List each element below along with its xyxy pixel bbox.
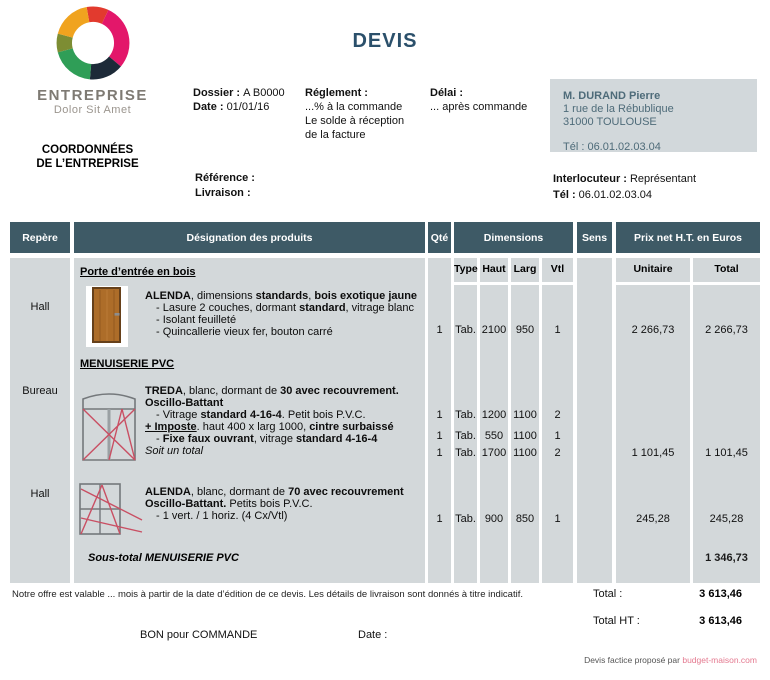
reference-label: Référence : — [195, 172, 255, 184]
table-row — [10, 409, 760, 422]
divider — [454, 282, 573, 285]
product-description: ALENDA, blanc, dormant de 70 avec recouvrement Oscillo-Battant. Petits bois P.V.C. - 1 vert. / 1 horiz. (4 Cx/Vtl) — [145, 486, 404, 522]
page-title: DEVIS — [352, 30, 418, 52]
cell-larg: 1100 — [513, 447, 537, 459]
company-name: ENTREPRISE — [37, 87, 148, 104]
wooden-door-icon — [86, 286, 128, 347]
subheader-type: Type — [454, 263, 478, 275]
cell-type: Tab. — [455, 447, 476, 459]
cell-unitaire: 245,28 — [636, 513, 670, 525]
header-sens: Sens — [577, 222, 612, 253]
interlocuteur-value: Représentant — [629, 173, 696, 185]
header-designation: Désignation des produits — [74, 222, 425, 253]
cell-qte: 1 — [436, 324, 443, 336]
reglement-line: ...% à la commande — [305, 101, 403, 113]
validity-note: Notre offre est valable ... mois à partir de la date d’édition de ce devis. Les détails de livraison sont donnés à titre indicatif. — [12, 589, 523, 600]
cell-vtl: 2 — [554, 447, 561, 459]
cell-total: 1 101,45 — [705, 447, 748, 459]
subtotal-label: Sous-total MENUISERIE PVC — [88, 552, 239, 564]
cell-total: 245,28 — [709, 513, 744, 525]
company-coordinates: COORDONNÉES DE L’ENTREPRISE — [36, 144, 139, 170]
date-value: 01/01/16 — [226, 101, 270, 113]
product-description: ALENDA, dimensions standards, bois exotique jaune - Lasure 2 couches, dormant standard, vitrage blanc - Isolant feuilleté - Quincallerie vieux fer, bouton carré — [145, 290, 418, 338]
interlocuteur-block — [553, 171, 696, 203]
cell-type: Tab. — [455, 513, 476, 525]
total-ht-value: 3 613,46 — [699, 615, 742, 627]
table-body — [10, 258, 760, 583]
reglement-block — [305, 86, 404, 142]
cell-haut: 1700 — [481, 447, 507, 459]
cell-haut: 2100 — [481, 324, 507, 336]
zone-label: Hall — [30, 488, 50, 500]
table-row — [10, 447, 760, 460]
header-qte: Qté — [428, 222, 451, 253]
dossier-value: A B0000 — [243, 87, 285, 99]
header-prix: Prix net H.T. en Euros — [616, 222, 760, 253]
company-logo-block — [25, 6, 160, 116]
cell-unitaire: 1 101,45 — [631, 447, 675, 459]
cell-total: 2 266,73 — [705, 324, 748, 336]
cell-haut: 1200 — [481, 409, 507, 421]
cell-vtl: 1 — [554, 430, 561, 442]
window-diagram-square-icon — [78, 482, 150, 538]
divider — [616, 282, 760, 285]
delai-value: ... après commande — [430, 101, 528, 113]
table-row — [10, 324, 760, 337]
section-heading-menuiserie: MENUISERIE PVC — [80, 358, 175, 370]
total-ht-label: Total HT : — [593, 615, 640, 627]
cell-qte: 1 — [436, 513, 443, 525]
credit-note — [584, 655, 757, 665]
reglement-line: de la facture — [305, 129, 366, 141]
table-header — [10, 222, 760, 253]
section-heading-porte: Porte d’entrée en bois — [80, 266, 196, 278]
interlocuteur-label: Interlocuteur : — [553, 173, 627, 185]
cell-qte: 1 — [436, 409, 443, 421]
cell-vtl: 1 — [554, 324, 561, 336]
cell-unitaire: 2 266,73 — [631, 324, 675, 336]
customer-name: M. DURAND Pierre — [563, 90, 661, 102]
subtotal-value: 1 346,73 — [705, 552, 748, 564]
tel-value: 06.01.02.03.04 — [578, 189, 653, 201]
cell-larg: 1100 — [513, 430, 537, 442]
customer-address1: 1 rue de la Rébublique — [563, 103, 674, 115]
subheader-larg: Larg — [513, 263, 537, 275]
cell-larg: 850 — [515, 513, 535, 525]
subheader-total: Total — [714, 263, 739, 275]
date-field-label: Date : — [358, 629, 388, 641]
delai-block — [430, 86, 527, 114]
table-row — [10, 430, 760, 443]
zone-label: Bureau — [22, 385, 58, 397]
cell-haut: 550 — [484, 430, 504, 442]
cell-type: Tab. — [455, 409, 476, 421]
header-repere: Repère — [10, 222, 70, 253]
delai-label: Délai : — [430, 87, 464, 99]
cell-larg: 1100 — [513, 409, 537, 421]
cell-type: Tab. — [455, 430, 476, 442]
reference-block — [195, 171, 255, 201]
cell-vtl: 2 — [554, 409, 561, 421]
product-description: TREDA, blanc, dormant de 30 avec recouvrement. Oscillo-Battant - Vitrage standard 4-16-4. Petit bois P.V.C. + Imposte. haut 400 x larg 1000, cintre surbaissé - Fixe faux ouvrant, vitrage standard 4-16-4 Soit un total — [145, 385, 399, 457]
dossier-block — [193, 86, 285, 114]
total-label: Total : — [593, 588, 623, 600]
company-tagline: Dolor Sit Amet — [53, 104, 132, 116]
subheader-unitaire: Unitaire — [633, 263, 673, 275]
customer-box — [550, 79, 757, 152]
cell-haut: 900 — [484, 513, 504, 525]
customer-address2: 31000 TOULOUSE — [563, 116, 657, 128]
zone-label: Hall — [30, 301, 50, 313]
livraison-label: Livraison : — [195, 187, 251, 199]
cell-qte: 1 — [436, 447, 443, 459]
dossier-label: Dossier : — [193, 87, 241, 99]
cell-larg: 950 — [515, 324, 535, 336]
credit-prefix: Devis factice proposé par — [584, 655, 683, 665]
cell-qte: 1 — [436, 430, 443, 442]
reglement-label: Réglement : — [305, 87, 368, 99]
customer-tel: Tél : 06.01.02.03.04 — [563, 141, 661, 153]
bon-pour-commande-label: BON pour COMMANDE — [140, 629, 258, 641]
tel-label: Tél : — [553, 189, 576, 201]
cell-type: Tab. — [455, 324, 476, 336]
subheader-vtl: Vtl — [550, 263, 565, 275]
total-value: 3 613,46 — [699, 588, 742, 600]
door-photo — [86, 286, 128, 347]
table-row — [10, 513, 760, 526]
reglement-line: Le solde à réception — [305, 115, 405, 127]
date-label: Date : — [193, 101, 224, 113]
credit-link[interactable]: budget-maison.com — [682, 655, 757, 665]
subheader-haut: Haut — [482, 263, 506, 275]
header-dimensions: Dimensions — [454, 222, 573, 253]
cell-vtl: 1 — [554, 513, 561, 525]
